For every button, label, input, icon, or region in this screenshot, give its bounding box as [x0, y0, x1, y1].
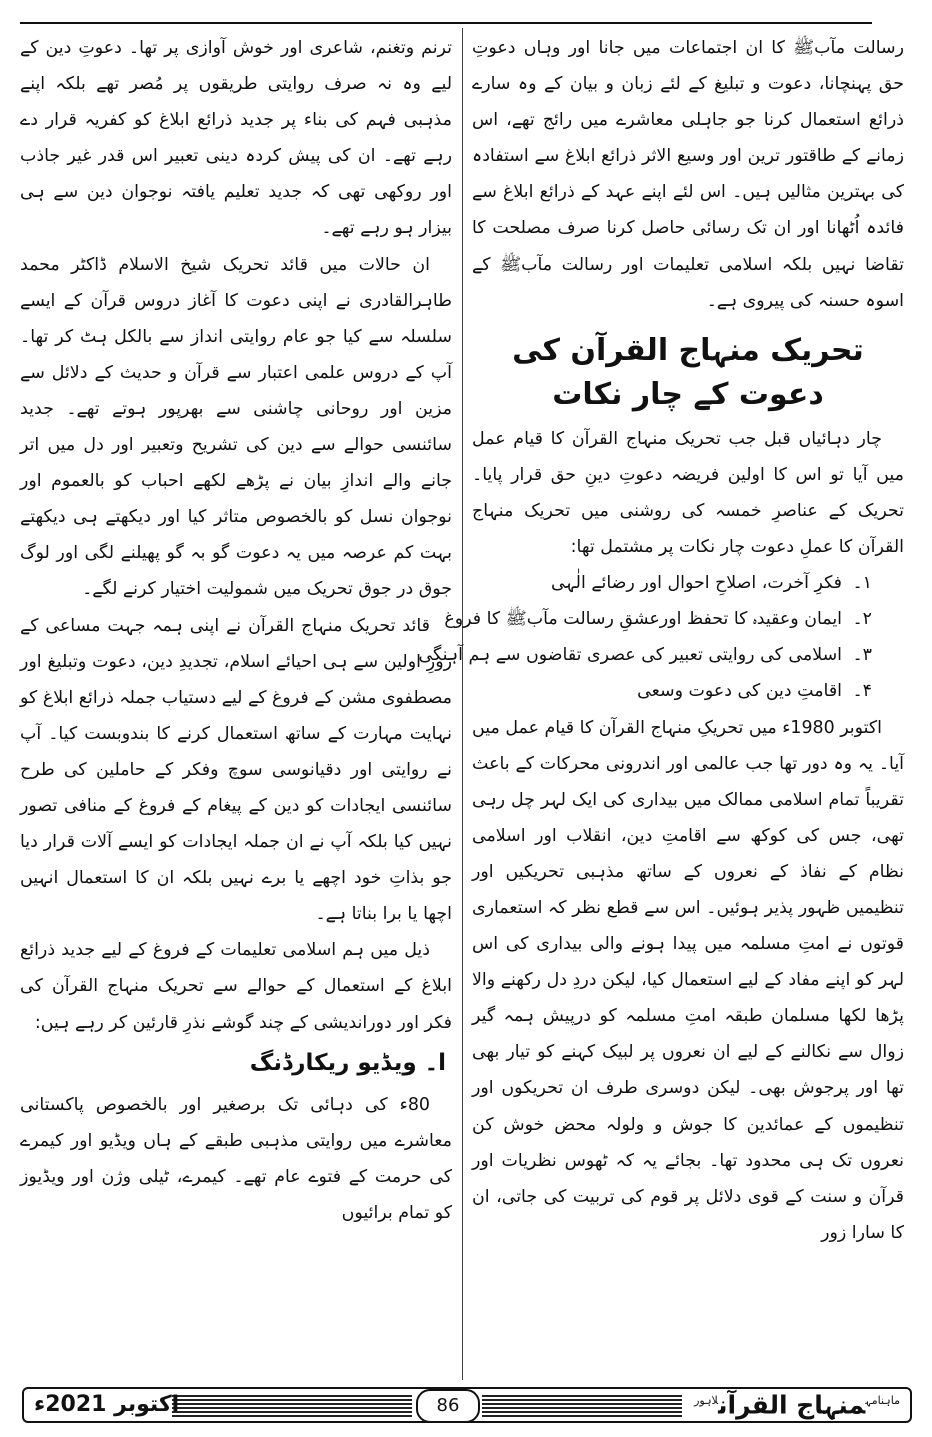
footer-decorative-lines: [482, 1393, 682, 1417]
left-paragraph: ترنم وتغنم، شاعری اور خوش آوازی پر تھا۔ دعوتِ دین کے لیے وہ نہ صرف روایتی طریقوں پر مُصر تھے بلکہ اپنے مذہبی فہم کی بناء پر جدید ذرائع ابلاغ کو کفریہ قرار دے رہے تھے۔ ان کی پیش کردہ دینی تعبیر اس قدر غیر جاذب اور روکھی تھی کہ جدید تعلیم یافتہ نوجوان دین سے ہی بیزار ہو رہے تھے۔: [20, 38, 452, 239]
section-heading: تحریک منہاج القرآن کی دعوت کے چار نکات: [512, 332, 864, 412]
points-list: [418, 565, 904, 709]
list-item-text: فکرِ آخرت، اصلاحِ احوال اور رضائے الٰہی: [550, 573, 842, 594]
right-intro-paragraph: رسالت مآبﷺ کا ان اجتماعات میں جانا اور وہاں دعوتِ حق پہنچانا، دعوت و تبلیغ کے لئے زبان و بیان کے وہ سارے ذرائع استعمال کرنا جو جاہلی معاشرے میں رائج تھے، اس زمانے کے طاقتور ترین اور وسیع الاثر ذرائع ابلاغ سے استفادہ کی بہترین مثالیں ہیں۔ اس لئے اپنے عہد کے ذرائع ابلاغ سے فائدہ اُٹھانا اور ان تک رسائی حاصل کرنا صرف مصلحت کا تقاضا نہیں بلکہ اسلامی تعلیمات اور رسالت مآبﷺ کے اسوہ حسنہ کی پیروی ہے۔: [472, 38, 904, 311]
list-item: [444, 601, 904, 637]
page-footer: [22, 1387, 912, 1423]
list-item: [472, 673, 904, 709]
list-item: [472, 565, 904, 601]
column-divider: [462, 28, 463, 1380]
left-paragraph: ان حالات میں قائد تحریک شیخ الاسلام ڈاکٹر محمد طاہرالقادری نے اپنی دعوت کا آغاز دروس قرآن کے ایسے سلسلہ سے کیا جو عام روایتی انداز سے بالکل ہٹ کر تھا۔ آپ کے دروس علمی اعتبار سے قرآن و حدیث کے دلائل سے مزین اور روحانی چاشنی سے بھرپور ہوتے تھے۔ جدید سائنسی حوالے سے دین کی تشریح وتعبیر اور دل میں اتر جانے والے اندازِ بیان نے پڑھے لکھے احباب کو بالعموم اور نوجوان نسل کو بالخصوص متاثر کیا اور دیکھتے ہی دیکھتے بہت کم عرصہ میں یہ دعوت گو بہ گو پھیلنے لگی اور لوگ جوق در جوق تحریک میں شمولیت اختیار کرنے لگے۔: [20, 254, 452, 600]
list-item-number: ۳۔: [852, 645, 872, 666]
right-paragraph-after-heading: چار دہائیاں قبل جب تحریک منہاج القرآن کا قیام عمل میں آیا تو اس کا اولین فریضہ دعوتِ دینِ حق قرار پایا۔ تحریک کے عناصرِ خمسہ کی روشنی میں تحریک منہاج القرآن کا عملِ دعوت چار نکات پر مشتمل تھا:: [472, 428, 904, 558]
list-item-number: ۴۔: [852, 681, 872, 702]
magazine-title: [694, 1379, 900, 1423]
magazine-suffix: لاہور: [694, 1394, 719, 1407]
left-paragraph: قائد تحریک منہاج القرآن نے اپنی ہمہ جہت مساعی کے روزِ اولین سے ہی احیائے اسلام، تجدیدِ دین، دعوت وتبلیغ اور مصطفوی مشن کے فروغ کے لیے دستیاب جملہ ذرائع ابلاغ کو نہایت مہارت کے ساتھ استعمال کرنے کا بندوبست کیا۔ آپ نے روایتی اور دقیانوسی سوچ وفکر کے حاملین کی طرح سائنسی ایجادات کو دین کے پیغام کے فروغ کے منافی تصور نہیں کیا بلکہ آپ نے ان جملہ ایجادات کو ایسے آلات قرار دیا جو بذاتِ خود اچھے یا برے نہیں بلکہ ان کا استعمال انہیں اچھا یا برا بناتا ہے۔: [20, 615, 452, 925]
magazine-prefix: ماہنامہ: [865, 1394, 900, 1407]
list-item-text: ایمان وعقیدہ کا تحفظ اورعشقِ رسالت مآبﷺ کا فروغ: [444, 609, 842, 630]
list-item-number: ۱۔: [852, 573, 872, 594]
list-item-text: اسلامی کی روایتی تعبیر کی عصری تقاضوں سے ہم آہنگی: [418, 645, 842, 666]
issue-date: اکتوبر 2021ء: [34, 1392, 180, 1417]
footer-decorative-lines: [172, 1393, 412, 1417]
video-recording-subheading: ا۔ ویڈیو ریکارڈنگ: [249, 1049, 446, 1076]
list-item-text: اقامتِ دین کی دعوت وسعی: [637, 681, 842, 702]
right-closing-paragraph: اکتوبر 1980ء میں تحریکِ منہاج القرآن کا قیام عمل میں آیا۔ یہ وہ دور تھا جب عالمی اور اندرونی محرکات کے باعث تقریباً تمام اسلامی ممالک میں بیداری کی ایک لہر چل رہی تھی، جس کی کوکھ سے اقامتِ دین، انقلاب اور اسلامی نظام کے نفاذ کے نعروں کے ساتھ مذہبی تحریکیں اور تنظیمیں ظہور پذیر ہوئیں۔ اس سے قطع نظر کہ استعماری قوتوں نے امتِ مسلمہ میں پیدا ہونے والی بیداری کی اس لہر کو اپنے مفاد کے لیے استعمال کیا، لیکن دردِ دل رکھنے والا پڑھا لکھا مسلمان طبقہ امتِ مسلمہ کو درپیش ہمہ گیر زوال سے نکالنے کے لیے ان نعروں پر لبیک کہنے کو تیار بھی تھا اور پرجوش بھی۔ لیکن دوسری طرف ان تحریکوں اور تنظیموں کے عمائدین کا جوش و ولولہ محض خوش کن نعروں تک ہی محدود تھا۔ بجائے یہ کہ ٹھوس نظریات اور قرآن و سنت کے قوی دلائل پر قوم کی تربیت کی جاتی، ان کا سارا زور: [472, 717, 904, 1243]
right-column: [418, 30, 904, 1251]
left-last-paragraph: 80ء کی دہائی تک برصغیر اور بالخصوص پاکستانی معاشرے میں روایتی مذہبی طبقے کے ہاں ویڈیو اور کیمرے کی حرمت کے فتوے عام تھے۔ کیمرے، ٹیلی وژن اور ویڈیوز کو تمام برائیوں: [20, 1094, 452, 1223]
list-item: [418, 637, 904, 673]
left-paragraph: ذیل میں ہم اسلامی تعلیمات کے فروغ کے لیے جدید ذرائع ابلاغ کے استعمال کے حوالے سے تحریک منہاج القرآن کی فکر اور دوراندیشی کے چند گوشے نذرِ قارئین کر رہے ہیں:: [20, 940, 452, 1033]
list-item-number: ۲۔: [852, 609, 872, 630]
page-number: 86: [416, 1389, 480, 1423]
left-column: [20, 30, 452, 1231]
top-rule: [20, 22, 872, 24]
magazine-name: منہاج القرآن: [718, 1390, 866, 1420]
